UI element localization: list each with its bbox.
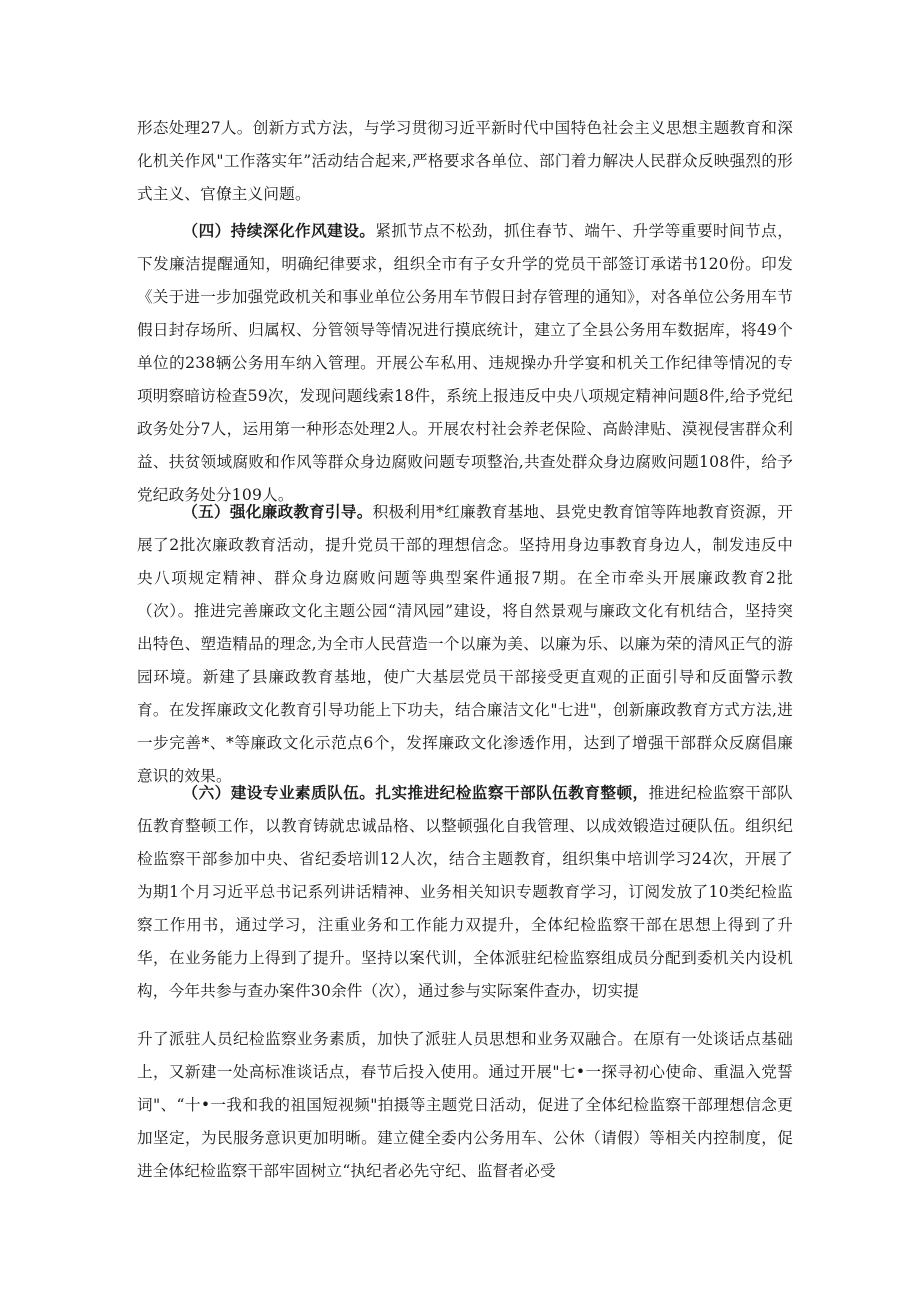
section-heading: （五）强化廉政教育引导。 <box>182 502 373 521</box>
paragraph-body: 推进纪检监察干部队伍教育整顿工作，以教育铸就忠诚品格、以整顿强化自我管理、以成效锻造过硬队伍。组织纪检监察干部参加中央、省纪委培训12人次，结合主题教育，组织集中培训学习24次，开展了为期1个月习近平总书记系列讲话精神、业务相关知识专题教育学习，订阅发放了10类纪检监察工作用书，通过学习，注重业务和工作能力双提升，全体纪检监察干部在思想上得到了升华，在业务能力上得到了提升。坚持以案代训，全体派驻纪检监察组成员分配到委机关内设机构，今年共参与查办案件30余件（次），通过参与实际案件查办，切实提 <box>137 784 793 1000</box>
paragraph-integrity-education <box>137 495 793 793</box>
section-heading: （六）建设专业素质队伍。扎实推进纪检监察干部队伍教育整顿， <box>182 783 649 802</box>
paragraph-body: 升了派驻人员纪检监察业务素质，加快了派驻人员思想和业务双融合。在原有一处谈话点基础上，又新建一处高标准谈话点，春节后投入使用。通过开展"七•一探寻初心使命、重温入党誓词"、“十•一我和我的祖国短视频"拍摄等主题党日活动，促进了全体纪检监察干部理想信念更加坚定，为民服务意识更加明晰。建立健全委内公务用车、公休（请假）等相关内控制度，促进全体纪检监察干部牢固树立“执纪者必先守纪、监督者必受 <box>137 1030 793 1180</box>
section-heading: （四）持续深化作风建设。 <box>182 221 376 240</box>
paragraph-continuation-bottom <box>137 1023 793 1188</box>
paragraph-style-building <box>137 214 793 512</box>
paragraph-body: 紧抓节点不松劲，抓住春节、端午、升学等重要时间节点，下发廉洁提醒通知，明确纪律要求，组织全市有子女升学的党员干部签订承诺书120份。印发《关于进一步加强党政机关和事业单位公务用车节假日封存管理的通知》，对各单位公务用车节假日封存场所、归属权、分管领导等情况进行摸底统计，建立了全县公务用车数据库，将49个单位的238辆公务用车纳入管理。开展公车私用、违规操办升学宴和机关工作纪律等情况的专项明察暗访检查59次，发现问题线索18件，系统上报违反中央八项规定精神问题8件,给予党纪政务处分7人，运用第一种形态处理2人。开展农村社会养老保险、高龄津贴、漠视侵害群众利益、扶贫领域腐败和作风等群众身边腐败问题专项整治,共查处群众身边腐败问题108件，给予党纪政务处分109人。 <box>137 222 793 504</box>
paragraph-body: 形态处理27人。创新方式方法，与学习贯彻习近平新时代中国特色社会主义思想主题教育和深化机关作风"工作落实年”活动结合起来,严格要求各单位、部门着力解决人民群众反映强烈的形式主义、官僚主义问题。 <box>137 119 793 203</box>
paragraph-continuation <box>137 112 793 211</box>
paragraph-team-building <box>137 776 793 1008</box>
paragraph-body: 积极利用*红廉教育基地、县党史教育馆等阵地教育资源，开展了2批次廉政教育活动，提升党员干部的理想信念。坚持用身边事教育身边人，制发违反中央八项规定精神、群众身边腐败问题等典型案件通报7期。在全市牵头开展廉政教育2批（次）。推进完善廉政文化主题公园“清风园”建设，将自然景观与廉政文化有机结合，坚持突出特色、塑造精品的理念,为全市人民营造一个以廉为美、以廉为乐、以廉为荣的清风正气的游园环境。新建了县廉政教育基地，使广大基层党员干部接受更直观的正面引导和反面警示教育。在发挥廉政文化教育引导功能上下功夫，结合廉洁文化"七进"，创新廉政教育方式方法,进一步完善*、*等廉政文化示范点6个，发挥廉政文化渗透作用，达到了增强干部群众反腐倡廉意识的效果。 <box>137 503 793 785</box>
